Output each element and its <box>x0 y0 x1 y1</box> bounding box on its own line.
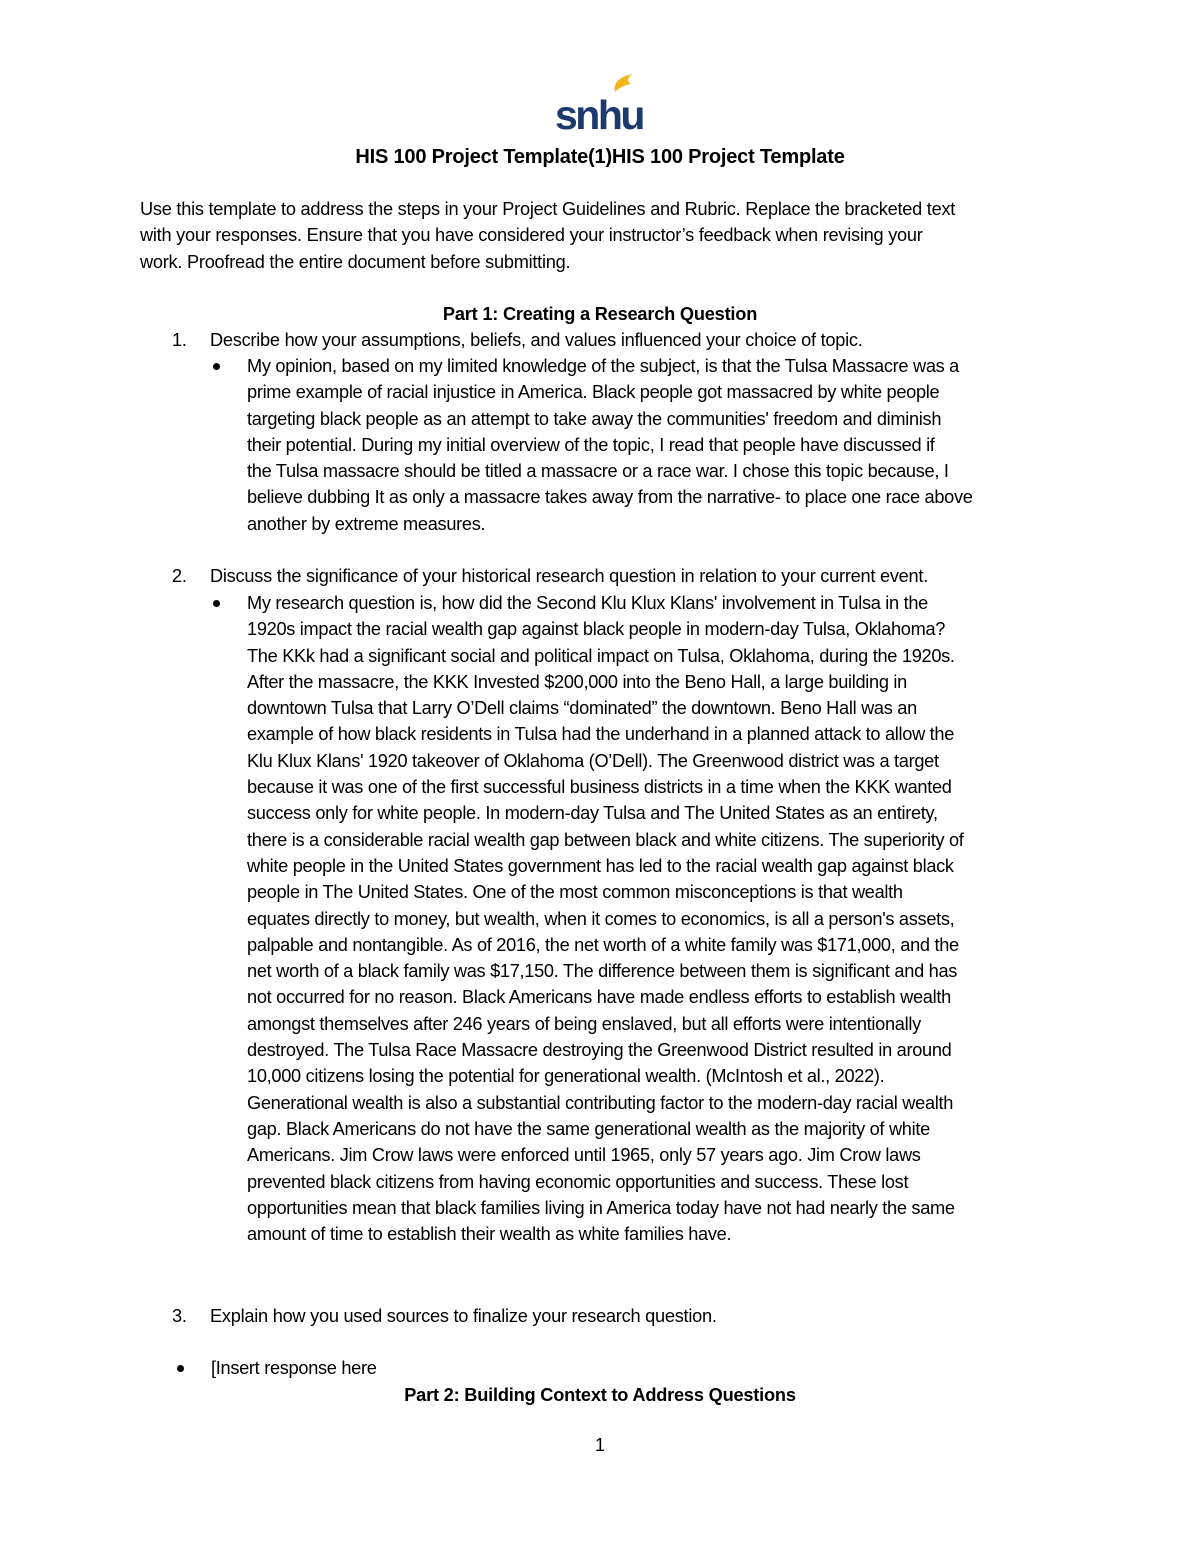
response-line: 1920s impact the racial wealth gap against black people in modern-day Tulsa, Oklahoma? <box>247 619 946 640</box>
response-1 <box>247 353 1067 537</box>
response-line: another by extreme measures. <box>247 513 486 534</box>
response-line: Americans. Jim Crow laws were enforced until 1965, only 57 years ago. Jim Crow laws <box>247 1145 921 1166</box>
response-line: there is a considerable racial wealth gap between black and white citizens. The superiority of <box>247 829 964 850</box>
response-line: amongst themselves after 246 years of being enslaved, but all efforts were intentionally <box>247 1013 921 1034</box>
snhu-logo <box>553 72 643 134</box>
question-number: 3. <box>172 1306 187 1326</box>
part2-heading: Part 2: Building Context to Address Questions <box>404 1385 796 1405</box>
question-number: 1. <box>172 330 187 350</box>
question-text: Discuss the significance of your historical research question in relation to your current event. <box>210 566 929 586</box>
intro-line: Use this template to address the steps in your Project Guidelines and Rubric. Replace the bracketed text <box>140 199 956 219</box>
response-line: The KKk had a significant social and political impact on Tulsa, Oklahoma, during the 1920s. <box>247 645 955 666</box>
response-line: gap. Black Americans do not have the same generational wealth as the majority of white <box>247 1118 930 1139</box>
question-text: Explain how you used sources to finalize your research question. <box>210 1306 717 1326</box>
bullet-icon <box>213 363 220 370</box>
intro-paragraph <box>140 196 1060 275</box>
response-line: downtown Tulsa that Larry O’Dell claims “dominated” the downtown. Beno Hall was an <box>247 698 917 719</box>
response-line: prime example of racial injustice in America. Black people got massacred by white people <box>247 382 940 403</box>
response-line: example of how black residents in Tulsa had the underhand in a planned attack to allow the <box>247 724 955 745</box>
part1-heading: Part 1: Creating a Research Question <box>442 304 758 324</box>
response-line: opportunities mean that black families living in America today have not had nearly the same <box>247 1197 955 1218</box>
response-line: Generational wealth is also a substantial contributing factor to the modern-day racial wealth <box>247 1092 954 1113</box>
intro-line: work. Proofread the entire document before submitting. <box>140 251 571 272</box>
response-line: After the massacre, the KKK Invested $200,000 into the Beno Hall, a large building in <box>247 671 907 692</box>
response-line: net worth of a black family was $17,150. The difference between them is significant and has <box>247 961 958 982</box>
response-3 <box>211 1355 1031 1381</box>
response-line: My opinion, based on my limited knowledge of the subject, is that the Tulsa Massacre was a <box>247 356 959 376</box>
intro-line: with your responses. Ensure that you have considered your instructor’s feedback when revising your <box>140 225 923 246</box>
question-2 <box>172 563 928 589</box>
response-line: the Tulsa massacre should be titled a massacre or a race war. I chose this topic because, I <box>247 461 949 482</box>
response-line: 10,000 citizens losing the potential for generational wealth. (McIntosh et al., 2022). <box>247 1066 885 1087</box>
logo-text: snhu <box>555 92 643 134</box>
response-line: not occurred for no reason. Black Americans have made endless efforts to establish wealth <box>247 987 951 1008</box>
response-line: people in The United States. One of the most common misconceptions is that wealth <box>247 882 903 903</box>
document-title: HIS 100 Project Template(1)HIS 100 Project Template <box>355 146 845 168</box>
response-line: targeting black people as an attempt to take away the communities' freedom and diminish <box>247 408 942 429</box>
flame-icon <box>615 74 632 92</box>
bullet-icon <box>213 600 220 607</box>
response-placeholder: [Insert response here <box>211 1358 377 1378</box>
response-line: amount of time to establish their wealth as white families have. <box>247 1224 732 1245</box>
response-line: believe dubbing It as only a massacre takes away from the narrative- to place one race above <box>247 487 973 508</box>
response-line: success only for white people. In modern-day Tulsa and The United States as an entirety, <box>247 803 938 824</box>
response-line: their potential. During my initial overview of the topic, I read that people have discussed if <box>247 434 935 455</box>
response-line: prevented black citizens from having economic opportunities and success. These lost <box>247 1171 909 1192</box>
question-1 <box>172 327 863 353</box>
bullet-icon <box>177 1365 184 1372</box>
response-line: because it was one of the first successful business districts in a time when the KKK wanted <box>247 777 952 798</box>
response-line: equates directly to money, but wealth, when it comes to economics, is all a person's assets, <box>247 908 955 929</box>
question-text: Describe how your assumptions, beliefs, and values influenced your choice of topic. <box>210 330 863 350</box>
page-number: 1 <box>594 1435 605 1455</box>
response-line: white people in the United States government has led to the racial wealth gap against black <box>247 855 954 876</box>
response-line: palpable and nontangible. As of 2016, the net worth of a white family was $171,000, and the <box>247 934 959 955</box>
question-3 <box>172 1303 717 1329</box>
response-line: Klu Klux Klans' 1920 takeover of Oklahoma (O’Dell). The Greenwood district was a target <box>247 750 939 771</box>
question-number: 2. <box>172 566 187 586</box>
response-line: My research question is, how did the Second Klu Klux Klans' involvement in Tulsa in the <box>247 593 929 613</box>
response-2 <box>247 590 1067 1247</box>
response-line: destroyed. The Tulsa Race Massacre destroying the Greenwood District resulted in around <box>247 1040 952 1061</box>
